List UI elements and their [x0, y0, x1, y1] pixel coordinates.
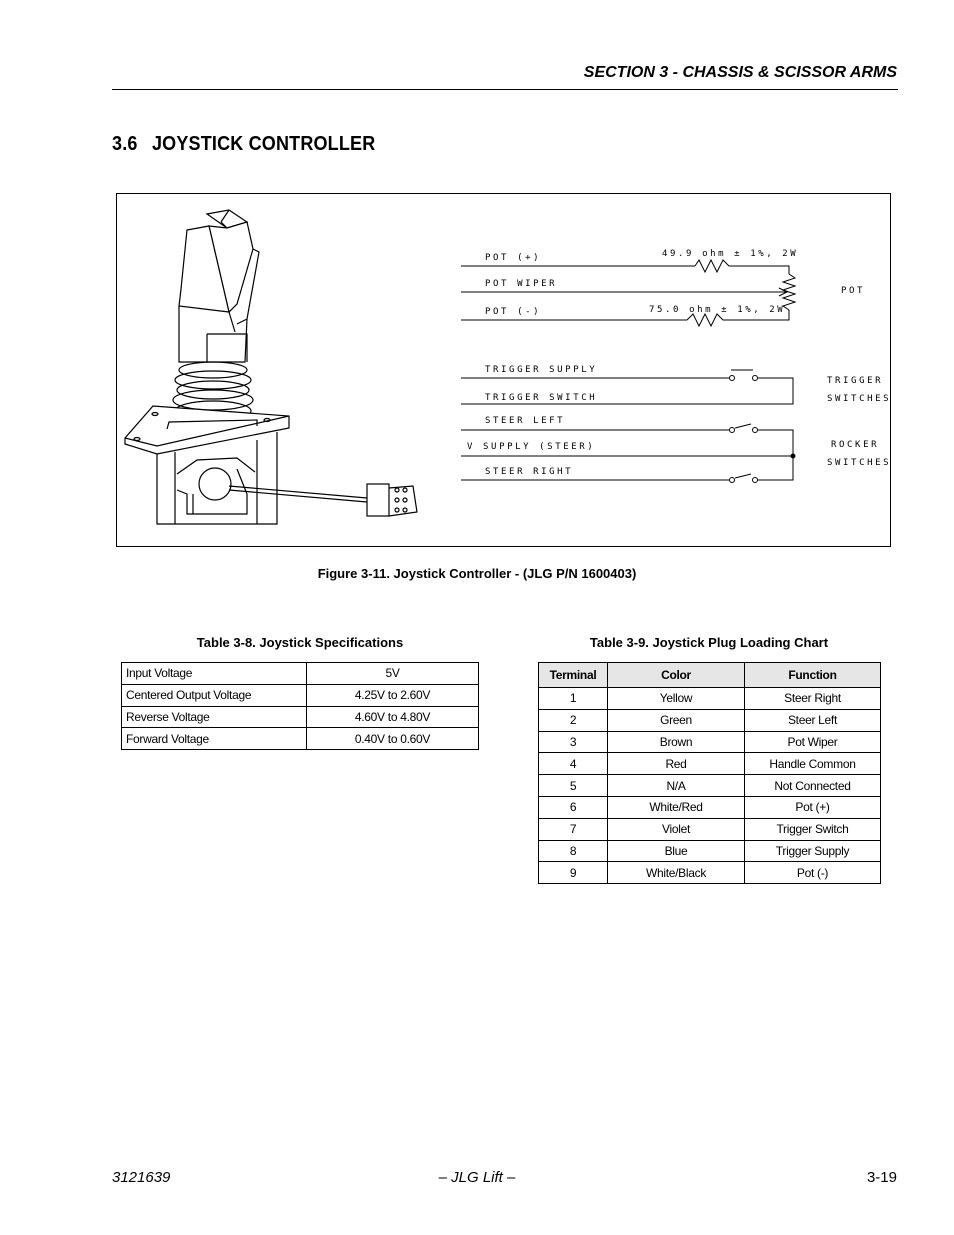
cell-color: Green [608, 709, 745, 731]
footer-brand: – JLG Lift – [438, 1169, 516, 1186]
section-heading [112, 133, 375, 156]
plug-table-caption: Table 3-9. Joystick Plug Loading Chart [589, 635, 829, 650]
joystick-wiring-diagram [117, 194, 892, 548]
cell-function: Not Connected [745, 775, 881, 797]
footer-doc-number: 3121639 [112, 1169, 171, 1186]
table-row [539, 731, 881, 753]
section-number: 3.6 [112, 133, 138, 155]
label-v-supply: V SUPPLY (STEER) [467, 442, 596, 452]
specs-table-caption: Table 3-8. Joystick Specifications [196, 635, 404, 650]
table-row [539, 796, 881, 818]
section-header: SECTION 3 - CHASSIS & SCISSOR ARMS [583, 64, 897, 81]
cell-function: Pot (+) [745, 796, 881, 818]
label-resistor-bottom: 75.0 ohm ± 1%, 2W [649, 305, 786, 315]
header-color: Color [608, 663, 745, 688]
cell-function: Pot Wiper [745, 731, 881, 753]
header-function: Function [745, 663, 881, 688]
label-trigger-switches-1: TRIGGER [827, 376, 884, 386]
table-row [539, 862, 881, 884]
label-rocker-switches-2: SWITCHES [827, 458, 892, 468]
label-steer-left: STEER LEFT [485, 416, 566, 426]
joystick-figure [116, 193, 891, 547]
cell-function: Trigger Supply [745, 840, 881, 862]
cell-color: Brown [608, 731, 745, 753]
cell-color: White/Black [608, 862, 745, 884]
label-resistor-top: 49.9 ohm ± 1%, 2W [662, 249, 799, 259]
cell-terminal: 4 [539, 753, 608, 775]
label-pot: POT [841, 286, 866, 296]
spec-value: 4.60V to 4.80V [307, 706, 479, 728]
label-pot-plus: POT (+) [485, 253, 542, 263]
cell-function: Handle Common [745, 753, 881, 775]
header-terminal: Terminal [539, 663, 608, 688]
cell-color: N/A [608, 775, 745, 797]
spec-label: Forward Voltage [122, 728, 307, 750]
spec-value: 0.40V to 0.60V [307, 728, 479, 750]
label-trigger-supply: TRIGGER SUPPLY [485, 365, 598, 375]
spec-value: 4.25V to 2.60V [307, 684, 479, 706]
figure-caption: Figure 3-11. Joystick Controller - (JLG P/N 1600403) [317, 566, 637, 581]
table-row [539, 818, 881, 840]
header-rule [112, 89, 898, 90]
label-trigger-switches-2: SWITCHES [827, 394, 892, 404]
label-trigger-switch: TRIGGER SWITCH [485, 393, 598, 403]
cell-terminal: 8 [539, 840, 608, 862]
spec-label: Reverse Voltage [122, 706, 307, 728]
table-row [539, 688, 881, 710]
table-row [539, 709, 881, 731]
cell-color: Red [608, 753, 745, 775]
cell-terminal: 5 [539, 775, 608, 797]
cell-function: Trigger Switch [745, 818, 881, 840]
footer-page-number: 3-19 [866, 1169, 897, 1186]
table-row [122, 706, 479, 728]
cell-terminal: 1 [539, 688, 608, 710]
table-row [122, 663, 479, 685]
cell-color: Blue [608, 840, 745, 862]
table-header-row [539, 663, 881, 688]
cell-terminal: 9 [539, 862, 608, 884]
cell-color: Violet [608, 818, 745, 840]
label-rocker-switches-1: ROCKER [831, 440, 880, 450]
spec-label: Centered Output Voltage [122, 684, 307, 706]
cell-terminal: 7 [539, 818, 608, 840]
cell-function: Steer Right [745, 688, 881, 710]
plug-loading-table [538, 662, 881, 884]
label-pot-minus: POT (-) [485, 307, 542, 317]
label-pot-wiper: POT WIPER [485, 279, 558, 289]
label-steer-right: STEER RIGHT [485, 467, 574, 477]
cell-color: White/Red [608, 796, 745, 818]
cell-terminal: 6 [539, 796, 608, 818]
specs-table [121, 662, 479, 750]
joystick-illustration [125, 210, 417, 524]
section-title: JOYSTICK CONTROLLER [151, 133, 376, 155]
spec-value: 5V [307, 663, 479, 685]
cell-color: Yellow [608, 688, 745, 710]
cell-function: Pot (-) [745, 862, 881, 884]
cell-terminal: 2 [539, 709, 608, 731]
table-row [122, 684, 479, 706]
table-row [539, 753, 881, 775]
cell-terminal: 3 [539, 731, 608, 753]
table-row [539, 775, 881, 797]
cell-function: Steer Left [745, 709, 881, 731]
spec-label: Input Voltage [122, 663, 307, 685]
table-row [539, 840, 881, 862]
table-row [122, 728, 479, 750]
